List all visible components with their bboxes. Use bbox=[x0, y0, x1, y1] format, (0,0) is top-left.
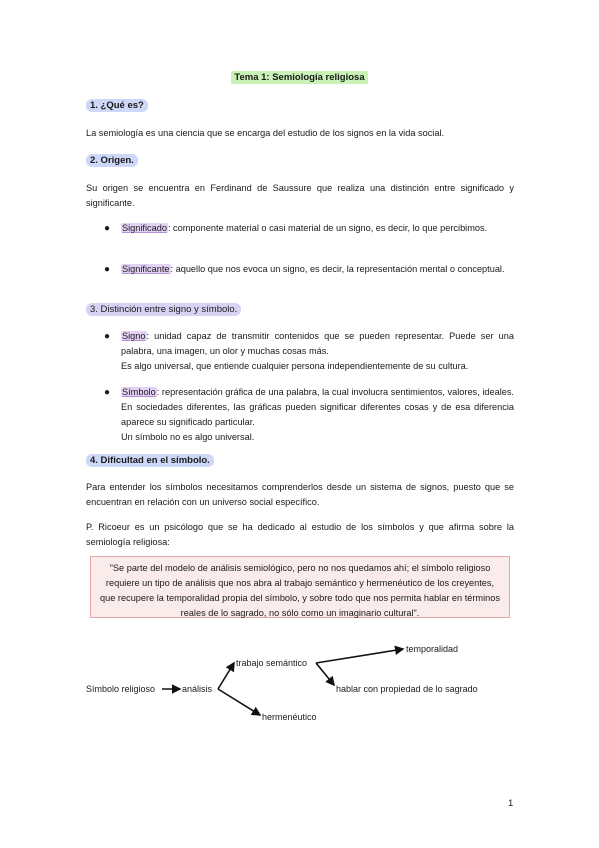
label-hablar-sagrado: hablar con propiedad de lo sagrado bbox=[336, 684, 478, 694]
arrow-analisis-hermeneutico bbox=[218, 689, 260, 715]
term-note: Es algo universal, que entiende cualquier persona independientemente de su cultura. bbox=[121, 361, 469, 371]
term-description: : representación gráfica de una palabra, la cual involucra sentimientos, valores, ideales. En sociedades diferentes, las gráficas pueden significar diferentes cosas y de esa diferencia aparece su significado particular. bbox=[121, 387, 514, 427]
title-text: Tema 1: Semiología religiosa bbox=[231, 71, 367, 84]
paragraph-origen: Su origen se encuentra en Ferdinand de Saussure que realiza una distinción entre significado y significante. bbox=[86, 183, 514, 208]
paragraph-ricoeur: P. Ricoeur es un psicólogo que se ha dedicado al estudio de los símbolos y que afirma sobre la semiología religiosa: bbox=[86, 522, 514, 547]
label-simbolo-religioso: Símbolo religioso bbox=[86, 684, 156, 694]
heading-dificultad bbox=[86, 455, 214, 466]
term-significante: Significante bbox=[122, 264, 170, 274]
heading-text: 4. Dificultad en el símbolo. bbox=[86, 454, 214, 467]
label-temporalidad: temporalidad bbox=[406, 644, 459, 654]
heading-text: 2. Origen. bbox=[86, 154, 138, 167]
page-number: 1 bbox=[508, 798, 514, 809]
heading-origen bbox=[86, 155, 138, 166]
term-simbolo: Símbolo bbox=[122, 387, 156, 397]
arrow-semantico-temporalidad bbox=[316, 649, 403, 663]
bullet-icon: ● bbox=[104, 331, 111, 342]
heading-que-es bbox=[86, 100, 148, 111]
page-title bbox=[0, 72, 599, 83]
label-hermeneutico: hermenéutico bbox=[262, 712, 317, 722]
term-description: : unidad capaz de transmitir contenidos que se pueden representar. Puede ser una palabra, una imagen, un olor y muchas cosas más. bbox=[121, 331, 514, 356]
paragraph-definicion: La semiología es una ciencia que se encarga del estudio de los signos en la vida social. bbox=[86, 128, 445, 138]
arrow-analisis-semantico bbox=[218, 663, 234, 689]
term-note: Un símbolo no es algo universal. bbox=[121, 432, 255, 442]
bullet-icon: ● bbox=[104, 264, 111, 275]
concept-diagram bbox=[0, 640, 599, 730]
heading-text: 1. ¿Qué es? bbox=[86, 99, 148, 112]
term-significado: Significado bbox=[122, 223, 167, 233]
heading-text: 3. Distinción entre signo y símbolo. bbox=[86, 303, 241, 316]
bullet-icon: ● bbox=[104, 223, 111, 234]
paragraph-dificultad: Para entender los símbolos necesitamos comprenderlos desde un sistema de signos, puesto que se encuentran en relación con un universo social específico. bbox=[86, 482, 514, 507]
term-signo: Signo bbox=[122, 331, 146, 341]
bullet-icon: ● bbox=[104, 387, 111, 398]
label-analisis: análisis bbox=[182, 684, 213, 694]
ricoeur-quote: "Se parte del modelo de análisis semiológico, pero no nos quedamos ahí; el símbolo religioso requiere un tipo de análisis que nos abra al trabajo semántico y hermenéutico de los creyentes, que recupere la temporalidad propia del símbolo, y sobre todo que nos permita hablar en términos reales de lo sagrado, no sólo como un imaginario cultural". bbox=[90, 556, 510, 618]
heading-distincion bbox=[86, 304, 241, 315]
label-trabajo-semantico: trabajo semántico bbox=[236, 658, 308, 668]
term-description: : componente material o casi material de un signo, es decir, lo que percibimos. bbox=[167, 223, 488, 233]
arrow-semantico-sagrado bbox=[316, 663, 334, 685]
term-description: : aquello que nos evoca un signo, es decir, la representación mental o conceptual. bbox=[170, 264, 505, 274]
